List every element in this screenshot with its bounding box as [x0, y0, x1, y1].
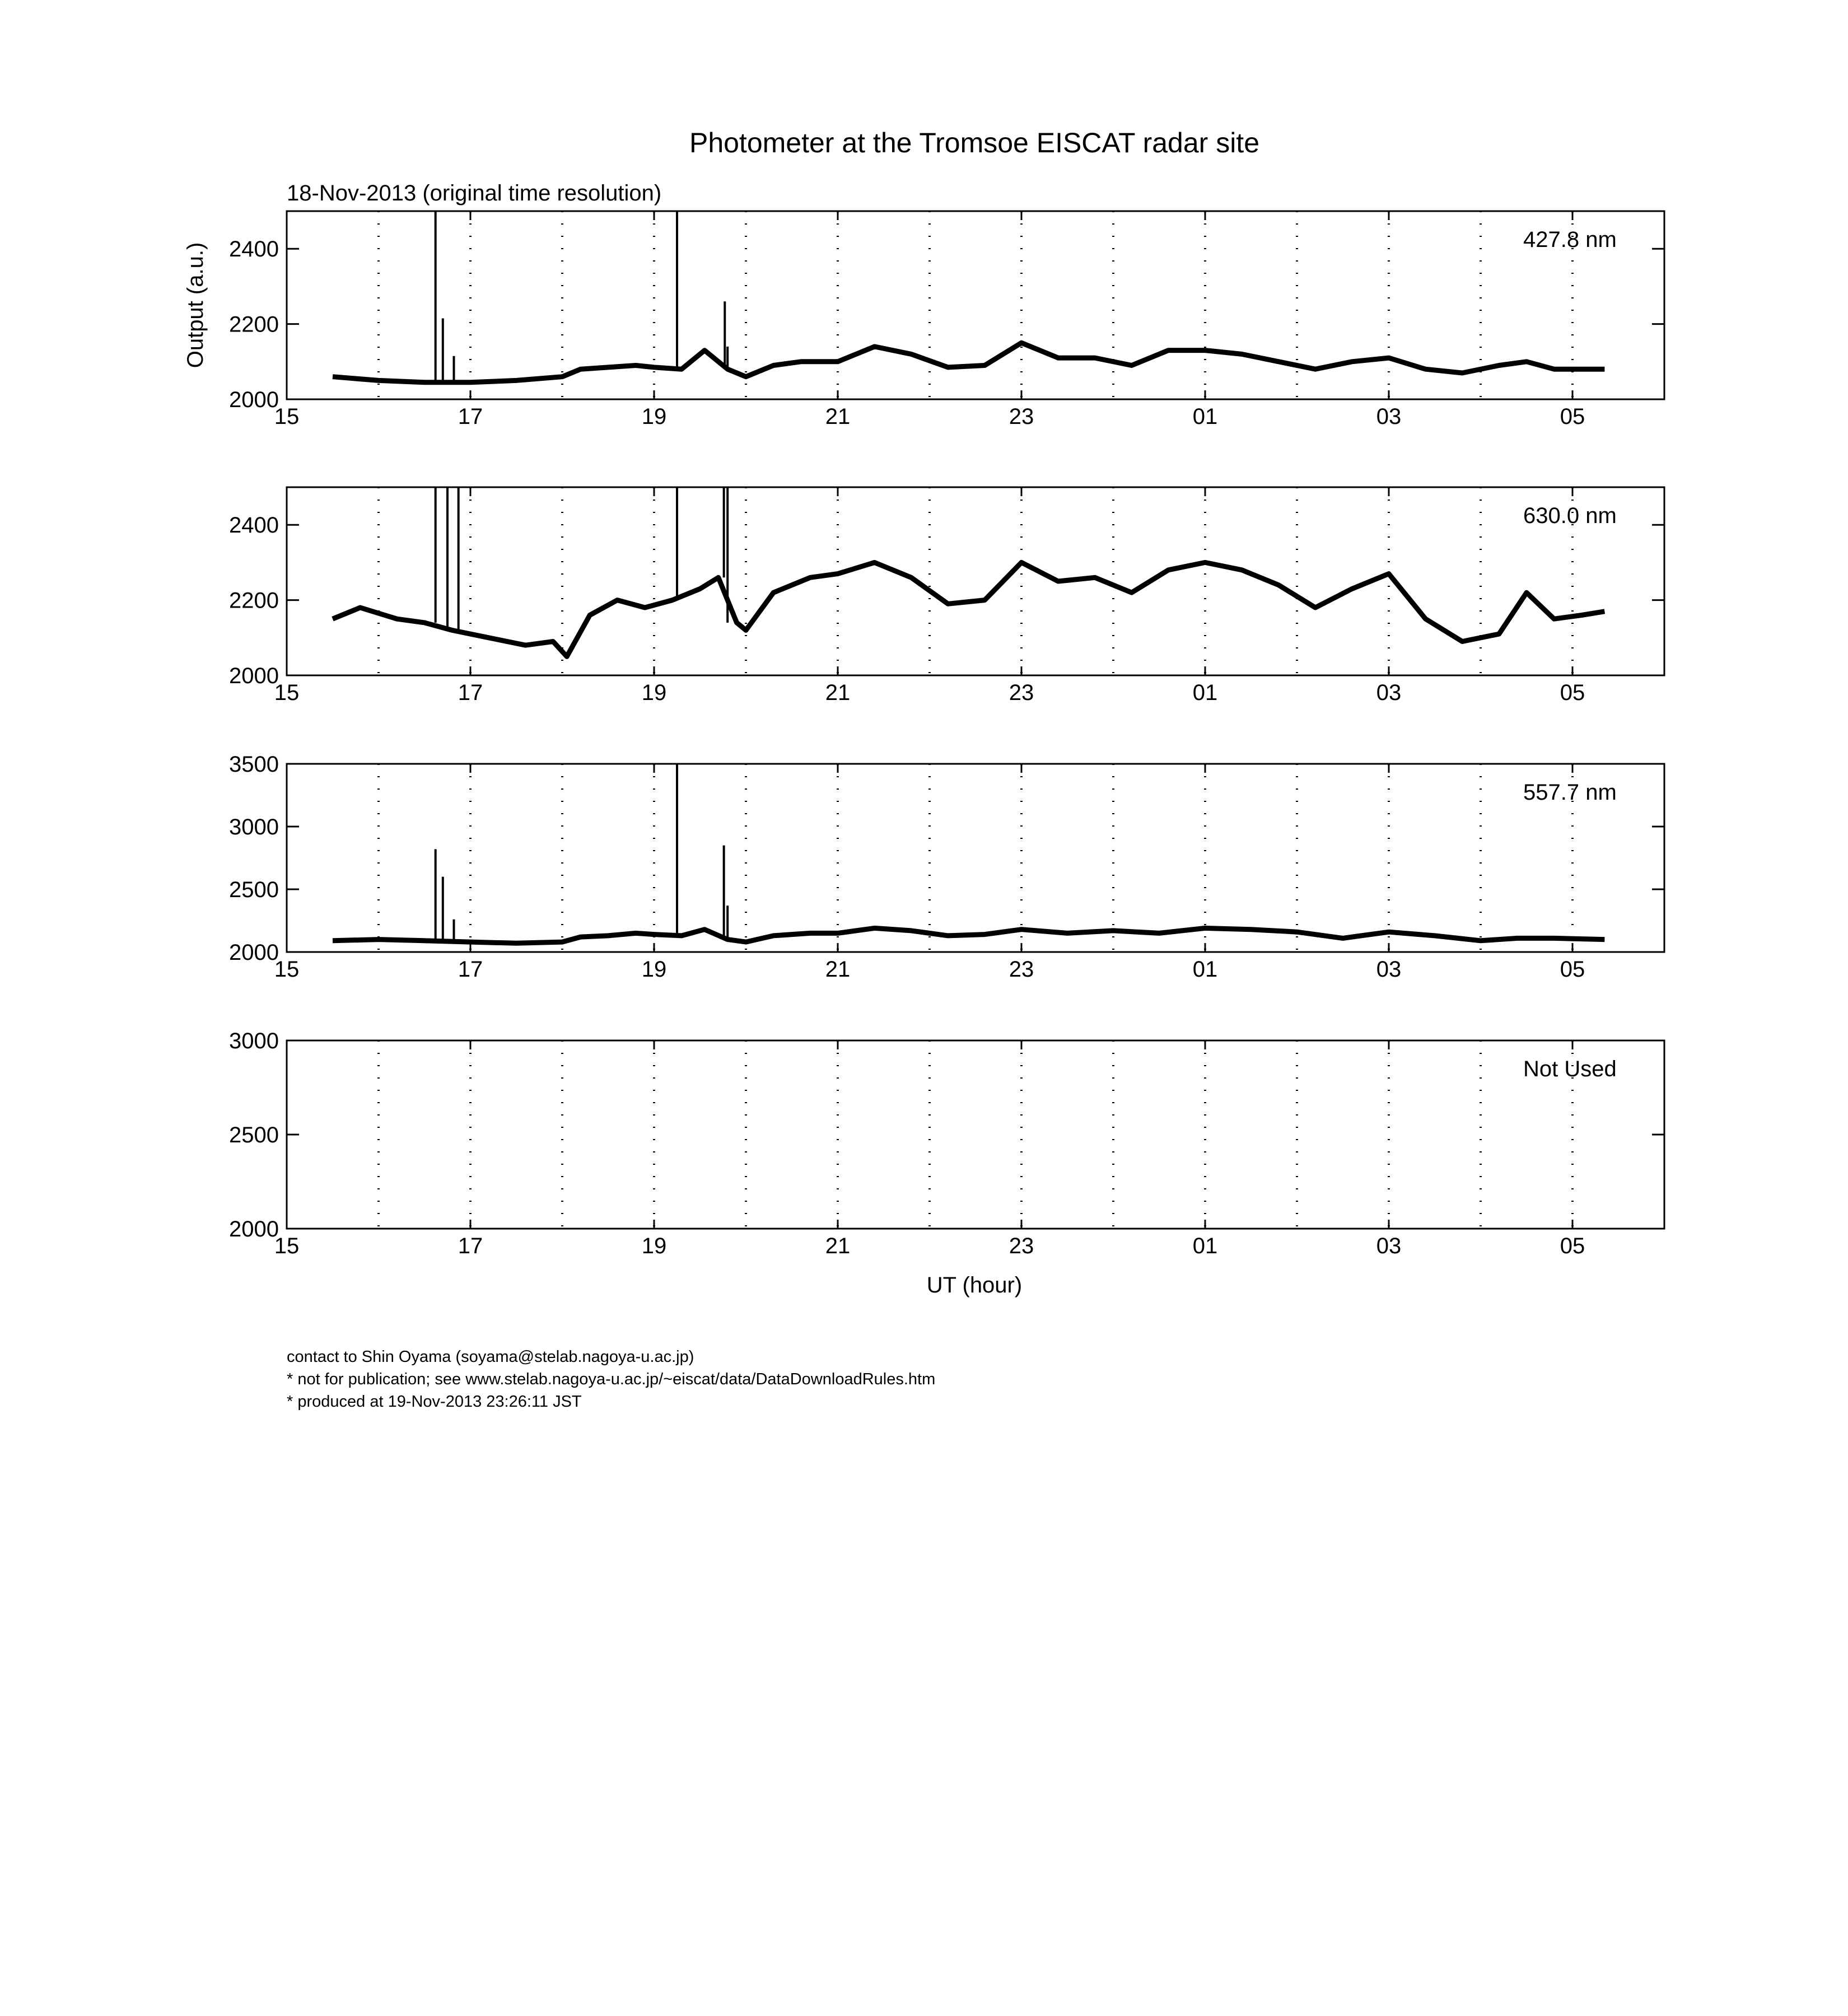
x-tick-label: 01 — [1192, 680, 1218, 705]
y-tick-label: 3000 — [229, 815, 279, 839]
panel-4 — [229, 1029, 1664, 1258]
footer-notes — [287, 1348, 935, 1411]
panel-label: 557.7 nm — [1523, 780, 1617, 805]
y-tick-label: 2000 — [229, 940, 279, 965]
y-tick-label: 2200 — [229, 312, 279, 337]
x-tick-label: 01 — [1192, 957, 1218, 982]
x-tick-label: 03 — [1376, 680, 1402, 705]
x-tick-label: 17 — [458, 404, 483, 429]
axes-box — [287, 1040, 1664, 1229]
x-tick-label: 21 — [825, 1234, 851, 1258]
panel-2 — [229, 487, 1664, 705]
x-tick-label: 05 — [1560, 404, 1585, 429]
panel-3 — [229, 752, 1664, 982]
y-tick-label: 2000 — [229, 1217, 279, 1242]
x-tick-label: 21 — [825, 957, 851, 982]
footer-line-produced: * produced at 19-Nov-2013 23:26:11 JST — [287, 1393, 582, 1411]
y-tick-label: 2500 — [229, 1123, 279, 1147]
panel-label: 427.8 nm — [1523, 227, 1617, 252]
chart-title: Photometer at the Tromsoe EISCAT radar site — [689, 127, 1260, 158]
x-tick-label: 15 — [274, 404, 300, 429]
y-tick-label: 3000 — [229, 1029, 279, 1053]
y-tick-label: 2000 — [229, 388, 279, 412]
x-tick-label: 17 — [458, 680, 483, 705]
y-tick-label: 2400 — [229, 237, 279, 262]
axes-box — [287, 487, 1664, 675]
y-tick-label: 2200 — [229, 588, 279, 613]
x-tick-label: 01 — [1192, 1234, 1218, 1258]
x-tick-label: 23 — [1009, 957, 1034, 982]
panel-label: 630.0 nm — [1523, 503, 1617, 528]
series-line — [333, 343, 1604, 382]
x-tick-label: 05 — [1560, 680, 1585, 705]
x-axis-label: UT (hour) — [926, 1273, 1023, 1298]
x-tick-label: 23 — [1009, 680, 1034, 705]
series-line — [333, 928, 1604, 943]
y-tick-label: 2500 — [229, 878, 279, 902]
x-tick-label: 01 — [1192, 404, 1218, 429]
footer-line-rules: * not for publication; see www.stelab.nagoya-u.ac.jp/~eiscat/data/DataDownloadRules.htm — [287, 1370, 936, 1388]
y-axis-label: Output (a.u.) — [183, 242, 208, 368]
y-tick-label: 2000 — [229, 664, 279, 688]
x-tick-label: 23 — [1009, 404, 1034, 429]
x-tick-label: 19 — [641, 1234, 667, 1258]
x-tick-label: 23 — [1009, 1234, 1034, 1258]
x-tick-label: 15 — [274, 957, 300, 982]
x-tick-label: 03 — [1376, 957, 1402, 982]
series-line — [333, 562, 1604, 656]
x-tick-label: 05 — [1560, 1234, 1585, 1258]
x-tick-label: 03 — [1376, 404, 1402, 429]
panels — [229, 211, 1664, 1258]
x-tick-label: 17 — [458, 1234, 483, 1258]
panel-label: Not Used — [1523, 1057, 1617, 1081]
x-tick-label: 21 — [825, 680, 851, 705]
x-tick-label: 15 — [274, 680, 300, 705]
x-tick-label: 19 — [641, 404, 667, 429]
x-tick-label: 19 — [641, 680, 667, 705]
chart-subtitle: 18-Nov-2013 (original time resolution) — [287, 181, 662, 206]
x-tick-label: 17 — [458, 957, 483, 982]
x-tick-label: 03 — [1376, 1234, 1402, 1258]
panel-1 — [229, 211, 1664, 429]
footer-line-contact: contact to Shin Oyama (soyama@stelab.nagoya-u.ac.jp) — [287, 1348, 694, 1366]
axes-box — [287, 764, 1664, 952]
x-tick-label: 19 — [641, 957, 667, 982]
y-tick-label: 3500 — [229, 752, 279, 777]
x-tick-label: 05 — [1560, 957, 1585, 982]
x-tick-label: 15 — [274, 1234, 300, 1258]
x-tick-label: 21 — [825, 404, 851, 429]
y-tick-label: 2400 — [229, 513, 279, 538]
